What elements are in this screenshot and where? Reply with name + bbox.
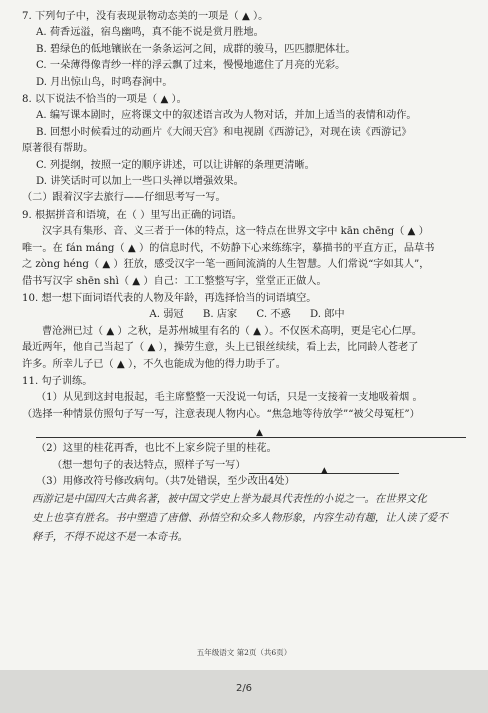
q9-paragraph-line-4: 借书写汉字 shēn shì（ ▲ ）自己：工工整整写字，堂堂正正做人。 [22, 275, 327, 287]
page-footer: 五年级语文 第2页（共6页） [196, 648, 292, 657]
q10-option-c: C. 不惑 [256, 309, 291, 321]
q10-option-b: B. 店家 [202, 309, 238, 321]
q10-options [22, 307, 472, 323]
q11-sentence-3: （3）用修改符号修改病句。（共7处错误，至少改出4处） [36, 475, 295, 487]
q10-paragraph-line-3: 许多。所幸儿子已（ ▲ ），不久也能成为他的得力助手了。 [22, 358, 286, 370]
answer-marker-icon: ▲ [320, 465, 328, 474]
page-number: 2/6 [235, 683, 253, 694]
handwritten-passage [22, 490, 472, 547]
q9-stem: 9. 根据拼音和语境，在（ ）里写出正确的词语。 [22, 209, 242, 221]
q10-option-a: A. 弱冠 [149, 309, 184, 321]
q11-sentence-2-instruction-row [22, 458, 472, 474]
q10-option-d: D. 郎中 [309, 309, 345, 321]
q8-option-b-cont: 原著很有帮助。 [22, 143, 94, 155]
q8-option-b: B. 回想小时候看过的动画片《大闹天宫》和电视剧《西游记》，对现在读《西游记》 [36, 126, 412, 138]
q7-option-a: A. 荷香远溢，宿鸟幽鸣，真不能不说是赏月胜地。 [36, 27, 264, 39]
q11-sentence-2-instruction: （想一想句子的表达特点，照样子写一写） [52, 459, 246, 471]
q11-stem: 11. 句子训练。 [22, 375, 93, 387]
q11-sentence-1-instruction: （选择一种情景仿照句子写一写，注意表现人物内心。“焦急地等待放学”“被父母冤枉”） [22, 408, 420, 420]
q11-sentence-1: （1）从见到这封电报起，毛主席整整一天没说一句话，只是一支接着一支地吸着烟 。 [36, 392, 423, 404]
q11-answer-line-2[interactable] [249, 463, 399, 474]
handwritten-line-1: 西游记是中国四大古典名著，被中国文学史上誉为最具代表性的小说之一。在世界文化 [32, 493, 427, 506]
q11-sentence-2: （2）这里的桂花再香，也比不上家乡院子里的桂花。 [36, 443, 277, 455]
q8-option-a: A. 编写课本剧时，应将课文中的叙述语言改为人物对话，并加上适当的表情和动作。 [36, 110, 417, 122]
q9-paragraph-line-3: 之 zòng héng（ ▲ ）狂放，感受汉字一笔一画间流淌的人生智慧。人们常说“字如其人”， [22, 259, 430, 271]
q11-answer-line-1[interactable] [36, 423, 466, 438]
q8-option-c: C. 列提纲，按照一定的顺序讲述，可以让讲解的条理更清晰。 [36, 159, 315, 171]
handwritten-line-3: 释手，不得不说这不是一本奇书。 [32, 531, 188, 544]
q7-option-c: C. 一朵薄得像青纱一样的浮云飘了过来，慢慢地遮住了月亮的光彩。 [36, 60, 346, 72]
q7-stem: 7. 下列句子中，没有表现景物动态美的一项是（ ▲ ）。 [22, 11, 269, 22]
q10-paragraph-line-2: 最近两年，他自己当起了（ ▲ ），操劳生意，头上已银丝续续，看上去，比同龄人苍老了 [22, 342, 419, 354]
q7-option-b: B. 碧绿色的低地镶嵌在一条条运河之间，成群的骏马，匹匹膘肥体壮。 [36, 43, 356, 55]
q8-stem: 8. 以下说法不恰当的一项是（ ▲ ）。 [22, 94, 187, 106]
section-2-heading: （二）跟着汉字去旅行——仔细思考写一写。 [22, 192, 226, 204]
q7-option-d: D. 月出惊山鸟，时鸣春涧中。 [36, 76, 173, 88]
q10-paragraph-line-1: 曹沧洲已过（ ▲ ）之秋，是苏州城里有名的（ ▲ ）。不仅医术高明，更是宅心仁厚。 [42, 325, 423, 337]
q9-paragraph-line-1: 汉字具有集形、音、义三者于一体的特点，这一特点在世界文字中 kān chēng（ ▲ ） [42, 226, 429, 238]
q9-paragraph-line-2: 唯一。在 fán máng（ ▲ ）的信息时代，不妨静下心来练练字，摹描书的平直方正，品草书 [22, 242, 435, 254]
q10-stem: 10. 想一想下面词语代表的人物及年龄，再选择恰当的词语填空。 [22, 292, 317, 304]
q8-option-d: D. 讲笑话时可以加上一些口头禅以增强效果。 [36, 176, 244, 188]
answer-marker-icon: ▲ [256, 427, 263, 438]
exam-content [22, 8, 472, 547]
handwritten-line-2: 史上也享有胜名。书中塑造了唐僧、孙悟空和众多人物形象，内容生动有趣，让人读了爱不 [32, 512, 448, 525]
